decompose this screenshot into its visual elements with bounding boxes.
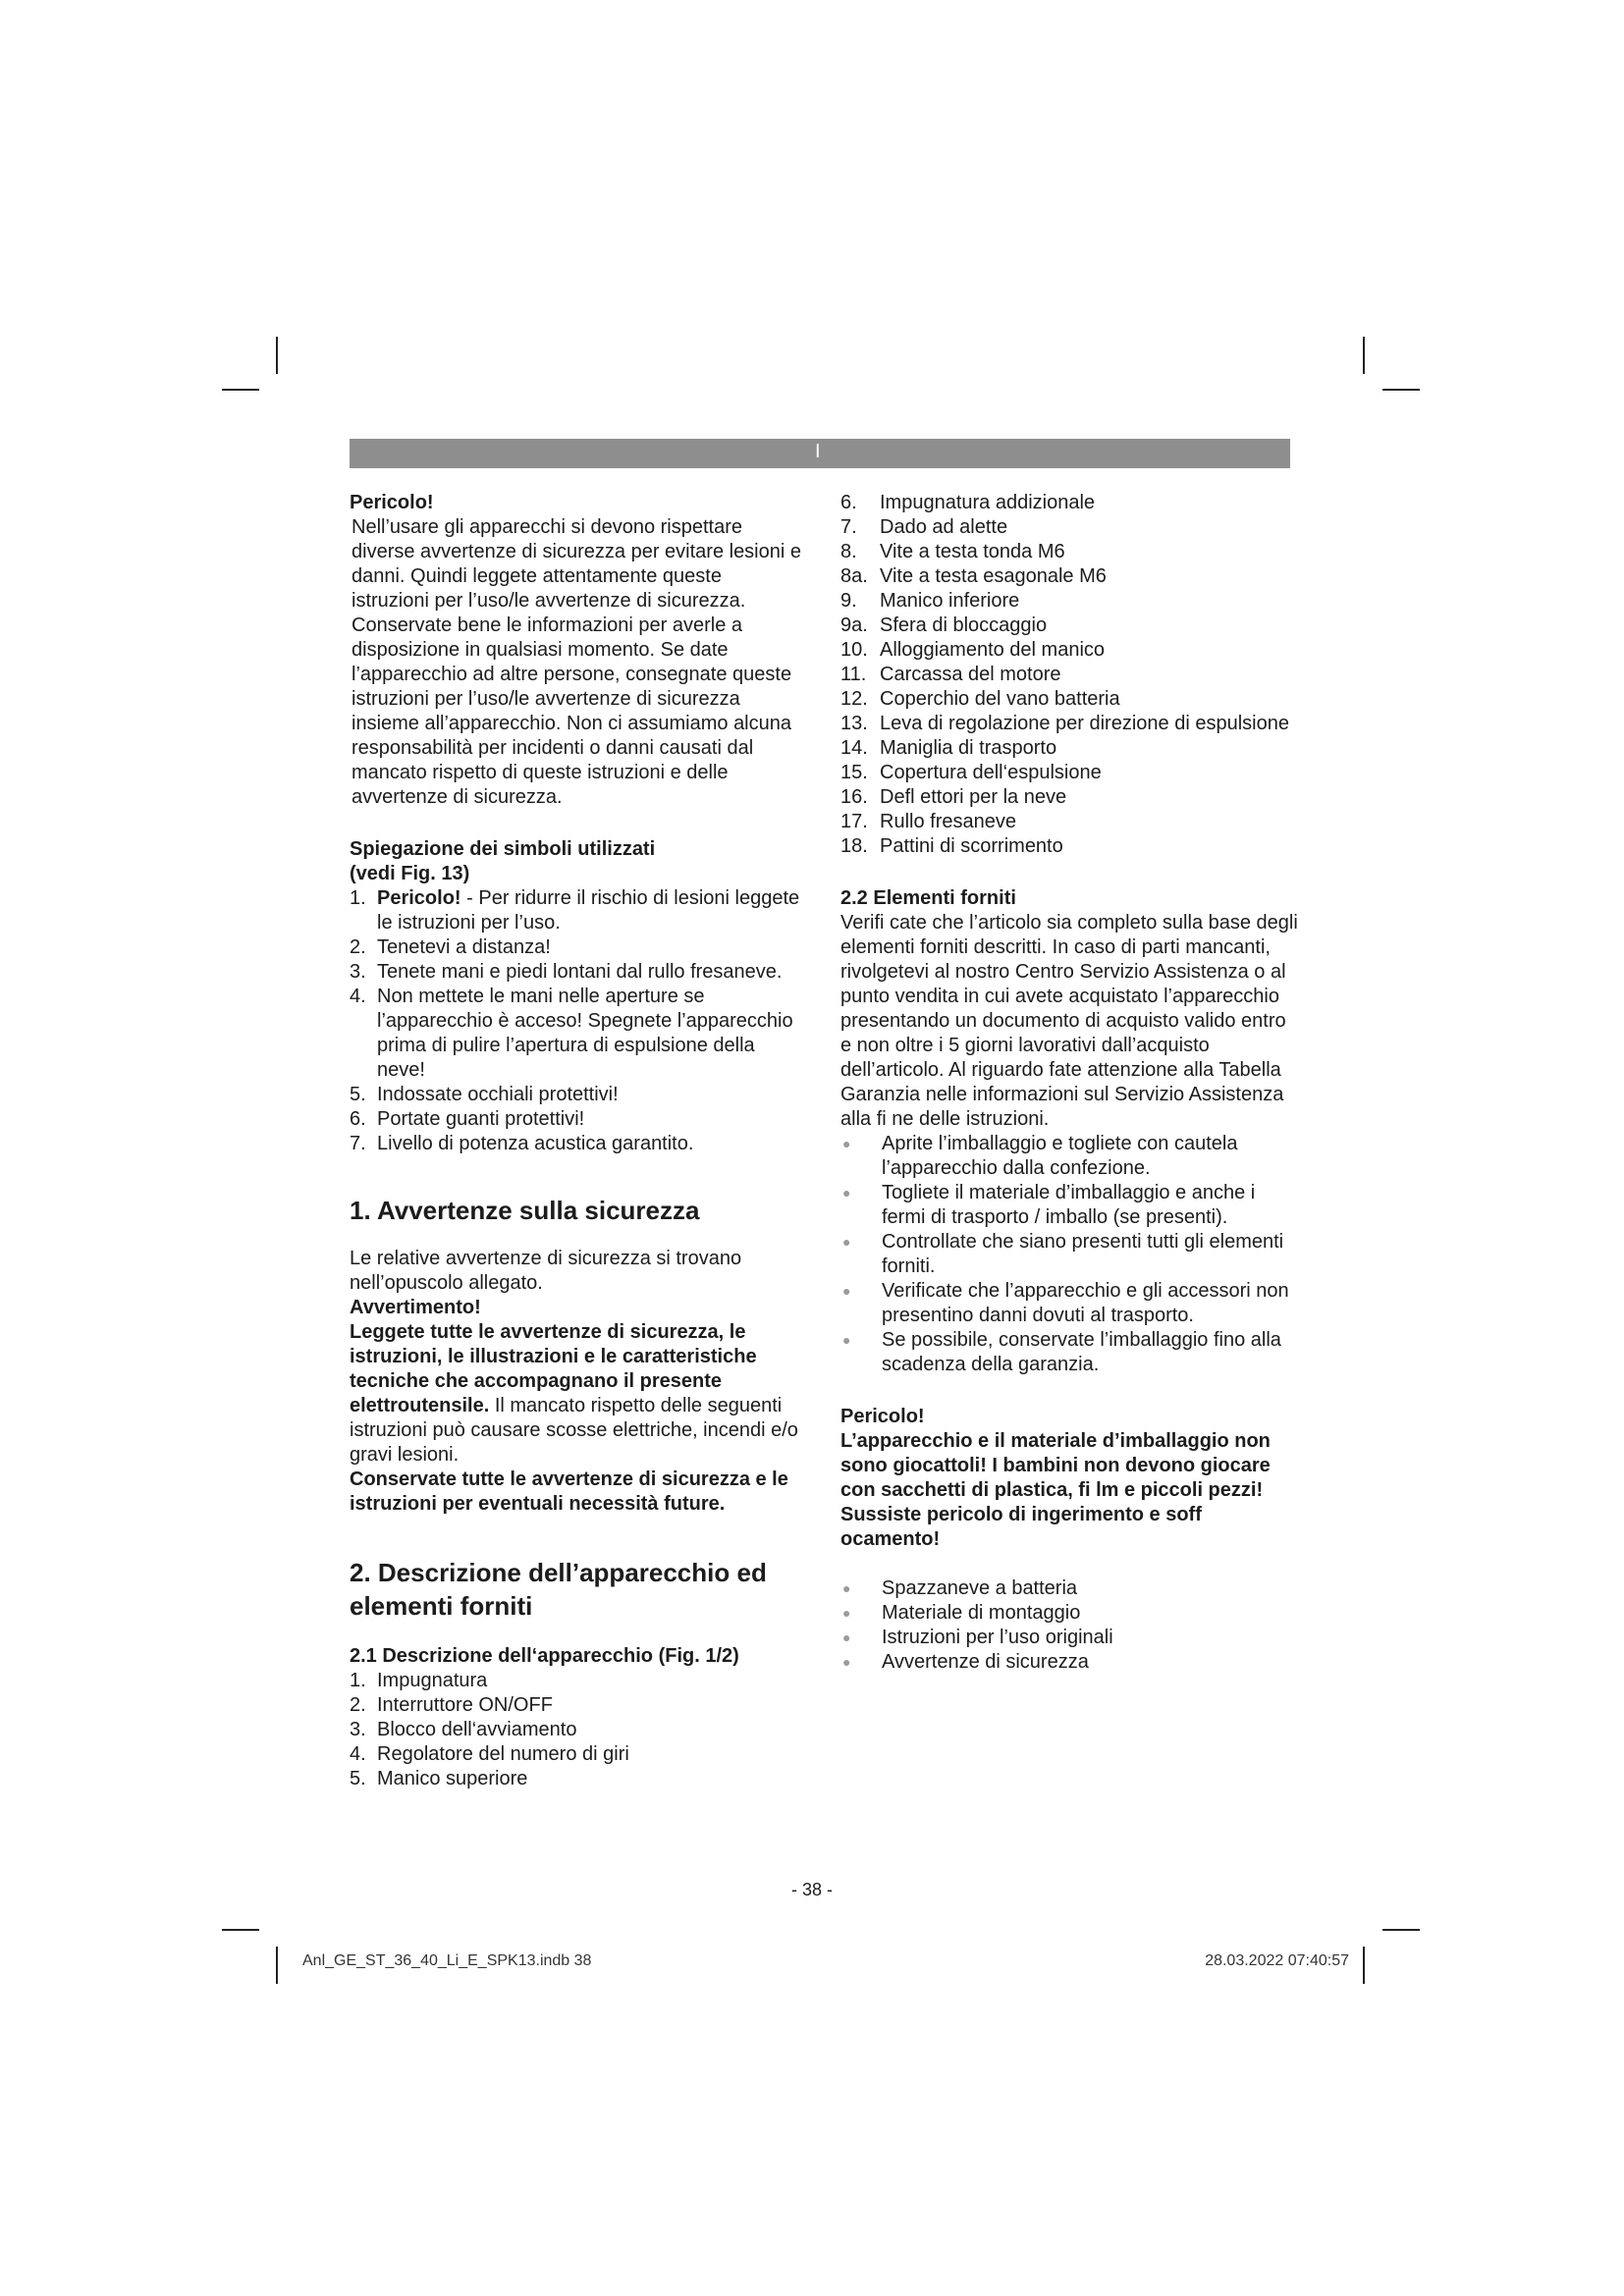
list-item — [840, 589, 1302, 614]
warning-title: Avvertimento! — [350, 1297, 481, 1318]
bullet-item — [840, 1650, 1302, 1675]
crop-mark — [1382, 1929, 1420, 1931]
item-text: Carcassa del motore — [880, 664, 1061, 685]
list-item — [840, 834, 1302, 859]
bullet-item — [840, 1132, 1302, 1181]
footer-timestamp: 28.03.2022 07:40:57 — [1205, 1952, 1349, 1969]
list-item — [350, 1693, 801, 1718]
item-number: 17. — [840, 811, 868, 832]
item-number: 10. — [840, 639, 868, 661]
symbol-item — [350, 1083, 801, 1107]
crop-mark — [222, 1929, 259, 1931]
crop-mark — [1363, 337, 1365, 374]
item-number: 12. — [840, 688, 868, 710]
item-text: Dado ad alette — [880, 516, 1008, 538]
bullet-item — [840, 1576, 1302, 1601]
crop-mark — [276, 1947, 278, 1984]
item-text: Interruttore ON/OFF — [377, 1694, 553, 1716]
item-number: 14. — [840, 737, 868, 759]
list-item — [840, 712, 1302, 736]
item-number: 1. — [350, 1670, 366, 1691]
list-item — [840, 785, 1302, 810]
list-item — [840, 736, 1302, 761]
subsection-2-2-text: Verifi cate che l’articolo sia completo sulla base degli elementi forniti descritti. In caso di parti mancanti, rivolgetevi al nostro Centro Servizio Assistenza o al punto vendita in cui avete acquistato l’apparecchio presentando un documento di acquisto valido entro e non oltre i 5 giorni lavorativi dall’acquisto dell’articolo. Al riguardo fate attenzione alla Tabella Garanzia nelle informazioni sul Servizio Assistenza alla fi ne delle istruzioni. — [840, 912, 1298, 1130]
bullet-text: Avvertenze di sicurezza — [882, 1651, 1089, 1673]
bullet-icon: ● — [842, 1580, 851, 1596]
crop-mark — [1363, 1947, 1365, 1984]
crop-mark — [276, 337, 278, 374]
danger-text: Nell’usare gli apparecchi si devono rispettare diverse avvertenze di sicurezza per evitare lesioni e danni. Quindi leggete attentamente queste istruzioni per l’uso/le avvertenze di sicurezza. Conservate bene le informazioni per averle a disposizione in qualsiasi momento. Se date l’apparecchio ad altre persone, consegnate queste istruzioni per l’uso/le avvertenze di sicurezza insieme all’apparecchio. Non ci assumiamo alcuna responsabilità per incidenti o danni causati dal mancato rispetto di queste istruzioni e delle avvertenze di sicurezza. — [352, 516, 801, 808]
item-text: Coperchio del vano batteria — [880, 688, 1120, 710]
list-item — [350, 1718, 801, 1742]
warning-rest: Il mancato rispetto delle seguenti istruzioni può causare scosse elettriche, incendi e/o gravi lesioni. — [350, 1395, 798, 1466]
bullet-icon: ● — [842, 1605, 851, 1621]
bullet-text: Controllate che siano presenti tutti gli elementi forniti. — [882, 1231, 1284, 1277]
item-text: Non mettete le mani nelle aperture se l’apparecchio è acceso! Spegnete l’apparecchio prima di pulire l’apertura di espulsione della neve! — [377, 986, 793, 1081]
bullet-item — [840, 1279, 1302, 1328]
list-item — [350, 1767, 801, 1791]
left-column — [350, 491, 801, 1791]
keep-text: Conservate tutte le avvertenze di sicurezza e le istruzioni per eventuali necessità future. — [350, 1468, 788, 1515]
list-item — [840, 614, 1302, 638]
danger-label: Pericolo! — [377, 887, 461, 909]
symbol-item — [350, 960, 801, 985]
item-number: 3. — [350, 1719, 366, 1740]
bullet-item — [840, 1328, 1302, 1377]
list-item — [840, 540, 1302, 564]
right-column — [840, 491, 1302, 1675]
bullet-item — [840, 1626, 1302, 1650]
bullet-item — [840, 1181, 1302, 1230]
item-text: Indossate occhiali protettivi! — [377, 1084, 619, 1105]
item-text: Vite a testa esagonale M6 — [880, 565, 1107, 587]
item-text: Defl ettori per la neve — [880, 786, 1067, 808]
item-text: Rullo fresaneve — [880, 811, 1016, 832]
bullet-icon: ● — [842, 1136, 851, 1151]
danger-title: Pericolo! — [350, 492, 434, 513]
item-number: 16. — [840, 786, 868, 808]
header-bar — [350, 439, 1290, 468]
subsection-2-1-title: 2.1 Descrizione dell‘apparecchio (Fig. 1/2) — [350, 1645, 739, 1667]
symbols-title: Spiegazione dei simboli utilizzati — [350, 838, 656, 860]
item-text: Tenetevi a distanza! — [377, 936, 551, 958]
section-2-title: 2. Descrizione dell’apparecchio ed elementi forniti — [350, 1558, 767, 1621]
item-text: Tenete mani e piedi lontani dal rullo fresaneve. — [377, 961, 783, 983]
item-text: Sfera di bloccaggio — [880, 614, 1048, 636]
bullet-icon: ● — [842, 1332, 851, 1348]
item-number: 4. — [350, 1743, 366, 1765]
bullet-item — [840, 1601, 1302, 1626]
danger-2-title: Pericolo! — [840, 1406, 925, 1427]
item-text: Blocco dell‘avviamento — [377, 1719, 577, 1740]
bullet-text: Se possibile, conservate l’imballaggio fino alla scadenza della garanzia. — [882, 1329, 1281, 1375]
list-item — [840, 564, 1302, 589]
item-number: 15. — [840, 762, 868, 783]
danger-2-text: L’apparecchio e il materiale d’imballaggio non sono giocattoli! I bambini non devono giocare con sacchetti di plastica, fi lm e piccoli pezzi! Sussiste pericolo di ingerimento e soff ocamento! — [840, 1430, 1271, 1550]
item-text: Impugnatura — [377, 1670, 488, 1691]
item-text: - Per ridurre il rischio di lesioni leggete le istruzioni per l’uso. — [377, 887, 800, 934]
item-number: 13. — [840, 713, 868, 734]
bullet-icon: ● — [842, 1234, 851, 1250]
symbol-item — [350, 1107, 801, 1132]
item-text: Vite a testa tonda M6 — [880, 541, 1065, 562]
list-item — [840, 761, 1302, 785]
warning-bold: Leggete tutte le avvertenze di sicurezza, le istruzioni, le illustrazioni e le caratteristiche tecniche che accompagnano il presente elettroutensile. — [350, 1321, 757, 1416]
list-item — [840, 515, 1302, 540]
item-number: 18. — [840, 835, 868, 857]
item-text: Regolatore del numero di giri — [377, 1743, 629, 1765]
item-number: 4. — [350, 986, 366, 1007]
item-number: 7. — [350, 1133, 366, 1154]
item-number: 8a. — [840, 565, 868, 587]
list-item — [840, 663, 1302, 687]
item-number: 3. — [350, 961, 366, 983]
item-text: Manico superiore — [377, 1768, 528, 1789]
warning-text — [350, 1320, 801, 1468]
symbol-item — [350, 1132, 801, 1156]
bullet-text: Spazzaneve a batteria — [882, 1577, 1078, 1599]
item-text: Pattini di scorrimento — [880, 835, 1063, 857]
bullet-text: Aprite l’imballaggio e togliete con cautela l’apparecchio dalla confezione. — [882, 1133, 1238, 1179]
footer-filename: Anl_GE_ST_36_40_Li_E_SPK13.indb 38 — [302, 1952, 592, 1969]
bullet-icon: ● — [842, 1654, 851, 1670]
bullet-icon: ● — [842, 1629, 851, 1645]
list-item — [350, 1742, 801, 1767]
item-text: Impugnatura addizionale — [880, 492, 1096, 513]
symbol-item — [350, 886, 801, 935]
language-tab: I — [815, 441, 821, 462]
item-number: 6. — [350, 1108, 366, 1130]
bullet-text: Togliete il materiale d’imballaggio e anche i fermi di trasporto / imballo (se presenti). — [882, 1182, 1256, 1228]
item-text: Leva di regolazione per direzione di espulsione — [880, 713, 1289, 734]
item-text: Alloggiamento del manico — [880, 639, 1106, 661]
symbol-item — [350, 935, 801, 960]
bullet-icon: ● — [842, 1185, 851, 1201]
item-number: 2. — [350, 936, 366, 958]
list-item — [350, 1669, 801, 1693]
list-item — [840, 638, 1302, 663]
crop-mark — [222, 389, 259, 391]
list-item — [840, 491, 1302, 515]
symbol-item — [350, 985, 801, 1083]
item-number: 8. — [840, 541, 857, 562]
item-number: 6. — [840, 492, 857, 513]
bullet-text: Istruzioni per l’uso originali — [882, 1627, 1113, 1648]
item-number: 2. — [350, 1694, 366, 1716]
crop-mark — [1382, 389, 1420, 391]
symbols-subtitle: (vedi Fig. 13) — [350, 863, 470, 884]
item-text: Manico inferiore — [880, 590, 1020, 612]
subsection-2-2-title: 2.2 Elementi forniti — [840, 887, 1016, 909]
item-number: 5. — [350, 1768, 366, 1789]
item-number: 9a. — [840, 614, 868, 636]
item-number: 1. — [350, 887, 366, 909]
bullet-text: Materiale di montaggio — [882, 1602, 1081, 1624]
list-item — [840, 687, 1302, 712]
item-number: 7. — [840, 516, 857, 538]
section-1-title: 1. Avvertenze sulla sicurezza — [350, 1196, 700, 1225]
bullet-item — [840, 1230, 1302, 1279]
item-text: Maniglia di trasporto — [880, 737, 1057, 759]
section-1-intro: Le relative avvertenze di sicurezza si trovano nell’opuscolo allegato. — [350, 1248, 742, 1294]
bullet-icon: ● — [842, 1283, 851, 1299]
page-number: - 38 - — [790, 1880, 833, 1899]
item-text: Copertura dell‘espulsione — [880, 762, 1102, 783]
item-text: Portate guanti protettivi! — [377, 1108, 585, 1130]
item-number: 9. — [840, 590, 857, 612]
item-number: 5. — [350, 1084, 366, 1105]
bullet-text: Verificate che l’apparecchio e gli accessori non presentino danni dovuti al trasporto. — [882, 1280, 1289, 1326]
list-item — [840, 810, 1302, 834]
item-number: 11. — [840, 664, 867, 685]
item-text: Livello di potenza acustica garantito. — [377, 1133, 694, 1154]
